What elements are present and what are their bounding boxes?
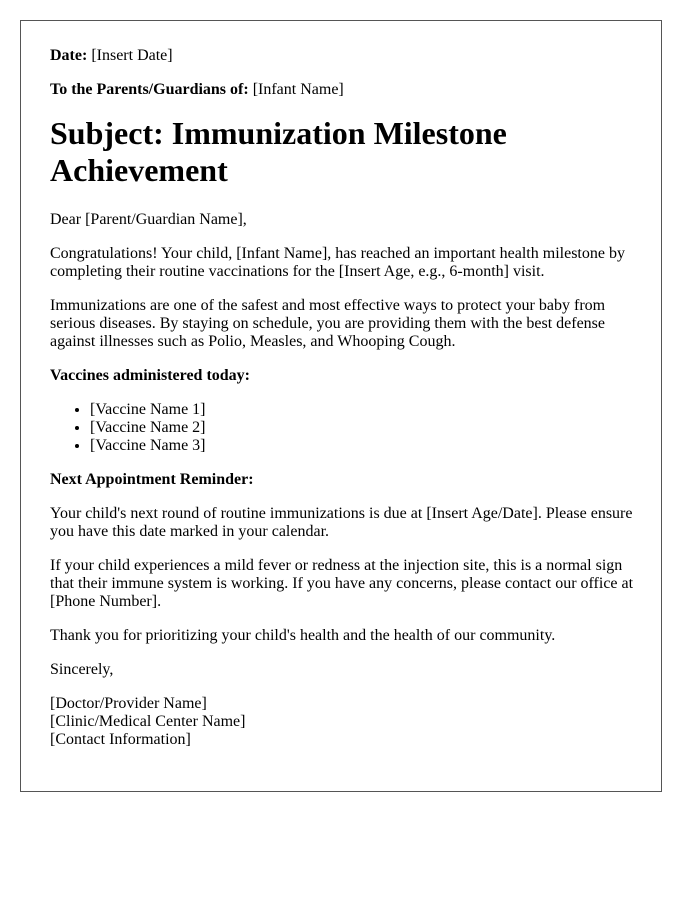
date-line [50, 47, 640, 65]
date-value: [Insert Date] [91, 47, 173, 64]
date-label: Date: [50, 47, 88, 64]
next-appointment-heading: Next Appointment Reminder: [50, 471, 254, 488]
signature-block [50, 695, 640, 749]
vaccine-list [50, 401, 640, 455]
list-item: • [Vaccine Name 3] [90, 437, 640, 455]
closing: Sincerely, [50, 661, 114, 678]
letter-container [20, 20, 662, 792]
letter-body [50, 47, 640, 765]
paragraph-next-appointment: Your child's next round of routine immunizations is due at [Insert Age/Date]. Please ensure you have this date marked in your calendar. [50, 505, 633, 540]
signature-contact: [Contact Information] [50, 731, 191, 748]
vaccines-heading: Vaccines administered today: [50, 367, 250, 384]
greeting: Dear [Parent/Guardian Name], [50, 211, 247, 228]
signature-clinic: [Clinic/Medical Center Name] [50, 713, 246, 730]
recipient-line [50, 81, 640, 99]
recipient-label: To the Parents/Guardians of: [50, 81, 249, 98]
paragraph-side-effects: If your child experiences a mild fever or redness at the injection site, this is a normal sign that their immune system is working. If you have any concerns, please contact our office at [Phone Number]. [50, 557, 634, 610]
recipient-value: [Infant Name] [252, 81, 344, 98]
subject-heading: Subject: Immunization Milestone Achievement [50, 115, 507, 188]
list-item: • [Vaccine Name 2] [90, 419, 640, 437]
signature-provider: [Doctor/Provider Name] [50, 695, 207, 712]
paragraph-immunization-info: Immunizations are one of the safest and most effective ways to protect your baby from serious diseases. By staying on schedule, you are providing them with the best defense against illnesses such as Polio, Measles, and Whooping Cough. [50, 297, 606, 350]
paragraph-thank-you: Thank you for prioritizing your child's health and the health of our community. [50, 627, 556, 644]
list-item: • [Vaccine Name 1] [90, 401, 640, 419]
paragraph-congratulations: Congratulations! Your child, [Infant Name], has reached an important health milestone by completing their routine vaccinations for the [Insert Age, e.g., 6-month] visit. [50, 245, 625, 280]
